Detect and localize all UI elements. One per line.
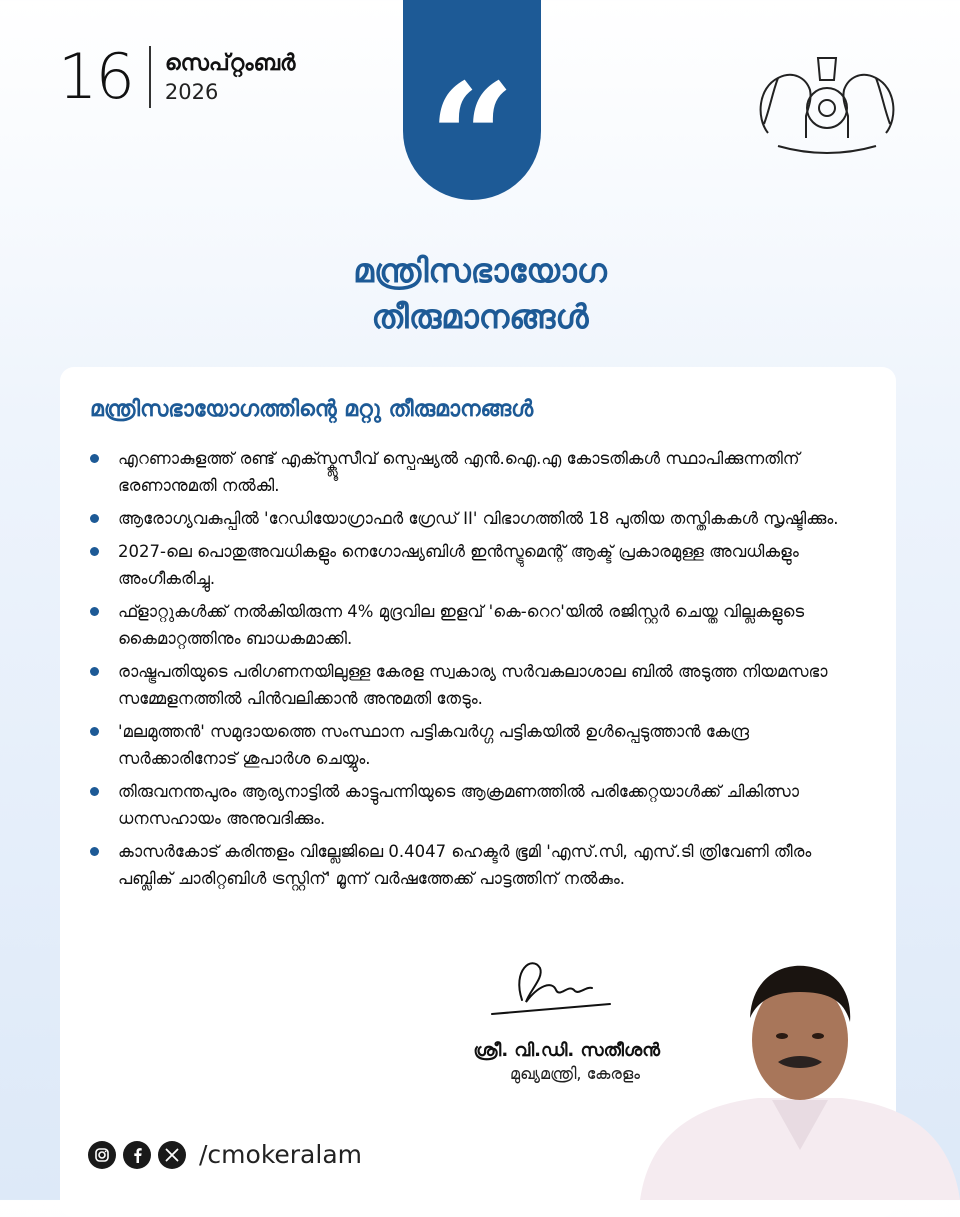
page-heading [0, 248, 960, 340]
list-item-text: തിരുവനന്തപുരം ആര്യനാട്ടിൽ കാട്ടുപന്നിയുടെ ആക്രമണത്തിൽ പരിക്കേറ്റയാൾക്ക് ചികിത്സാ ധനസഹായം അനുവദിക്കും. [118, 782, 799, 828]
quote-tab [403, 0, 541, 227]
list-item-text: 'മലമുത്തൻ' സമുദായത്തെ സംസ്ഥാന പട്ടികവർഗ്ഗ പട്ടികയിൽ ഉൾപ്പെടുത്താൻ കേന്ദ്ര സർക്കാരിനോട് ശുപാർശ ചെയ്യും. [118, 722, 750, 768]
signature-icon [482, 950, 620, 1022]
card-title: മന്ത്രിസഭായോഗത്തിന്റെ മറ്റു തീരുമാനങ്ങൾ [90, 397, 534, 422]
list-item-text: എറണാകുളത്ത് രണ്ട് എക്സ്ക്ലൂസീവ് സ്പെഷ്യൽ എൻ.ഐ.എ കോടതികൾ സ്ഥാപിക്കുന്നതിന് ഭരണാനുമതി നൽകി. [118, 449, 800, 495]
list-item-text: 2027-ലെ പൊതുഅവധികളും നെഗോഷ്യബിൾ ഇൻസ്ട്രുമെന്റ് ആക്ട് പ്രകാരമുള്ള അവധികളും അംഗീകരിച്ചു. [118, 542, 799, 588]
decisions-list [90, 445, 870, 898]
bullet-icon [90, 547, 99, 556]
list-item [90, 445, 870, 499]
date-year: 2026 [164, 79, 219, 104]
social-handle[interactable]: /cmokeralam [199, 1140, 363, 1169]
list-item [90, 658, 870, 712]
list-item [90, 778, 870, 832]
quote-mark-icon: “ [428, 51, 516, 227]
bullet-icon [90, 727, 99, 736]
signatory-name: ശ്രീ. വി.ഡി. സതീശൻ [473, 1040, 660, 1061]
list-item-text: രാഷ്ട്രപതിയുടെ പരിഗണനയിലുള്ള കേരള സ്വകാര്യ സർവകലാശാല ബിൽ അടുത്ത നിയമസഭാ സമ്മേളനത്തിൽ പിൻവലിക്കാൻ അനുമതി തേടും. [118, 662, 828, 708]
bullet-icon [90, 847, 99, 856]
list-item-text: ഫ്ളാറ്റുകൾക്ക് നൽകിയിരുന്ന 4% മുദ്രവില ഇളവ് 'കെ-റെറ'യിൽ രജിസ്റ്റർ ചെയ്ത വില്ലകളുടെ കൈമാറ്റത്തിനും ബാധകമാക്കി. [118, 602, 805, 648]
date-block [58, 40, 296, 113]
government-of-kerala-emblem-icon [748, 38, 906, 156]
list-item [90, 838, 870, 892]
date-month-year [165, 51, 295, 104]
bullet-icon [90, 787, 99, 796]
x-icon[interactable] [158, 1141, 186, 1169]
bullet-icon [90, 514, 99, 523]
bullet-icon [90, 454, 99, 463]
instagram-icon[interactable] [88, 1141, 116, 1169]
facebook-icon[interactable] [123, 1141, 151, 1169]
heading-line-1: മന്ത്രിസഭായോഗ [353, 251, 607, 290]
date-day: 16 [58, 40, 133, 113]
list-item [90, 505, 870, 532]
list-item-text: ആരോഗ്യവകുപ്പിൽ 'റേഡിയോഗ്രാഫർ ഗ്രേഡ് II' വിഭാഗത്തിൽ 18 പുതിയ തസ്തികകൾ സൃഷ്ടിക്കും. [118, 509, 839, 528]
list-item [90, 598, 870, 652]
date-month: സെപ്റ്റംബർ [164, 50, 296, 76]
list-item-text: കാസർകോട് കരിന്തളം വില്ലേജിലെ 0.4047 ഹെക്ടർ ഭൂമി 'എസ്.സി, എസ്.ടി ത്രിവേണി തീരം പബ്ലിക് ചാരിറ്റബിൾ ട്രസ്റ്റിന്' മൂന്ന് വർഷത്തേക്ക് പാട്ടത്തിന് നൽകും. [118, 842, 812, 888]
heading-line-2: തീരുമാനങ്ങൾ [371, 297, 589, 336]
list-item [90, 538, 870, 592]
list-item [90, 718, 870, 772]
bullet-icon [90, 607, 99, 616]
signatory-title: മുഖ്യമന്ത്രി, കേരളം [510, 1064, 640, 1083]
bullet-icon [90, 667, 99, 676]
social-bar [88, 1140, 362, 1169]
date-divider [149, 46, 151, 108]
chief-minister-portrait [640, 940, 960, 1200]
